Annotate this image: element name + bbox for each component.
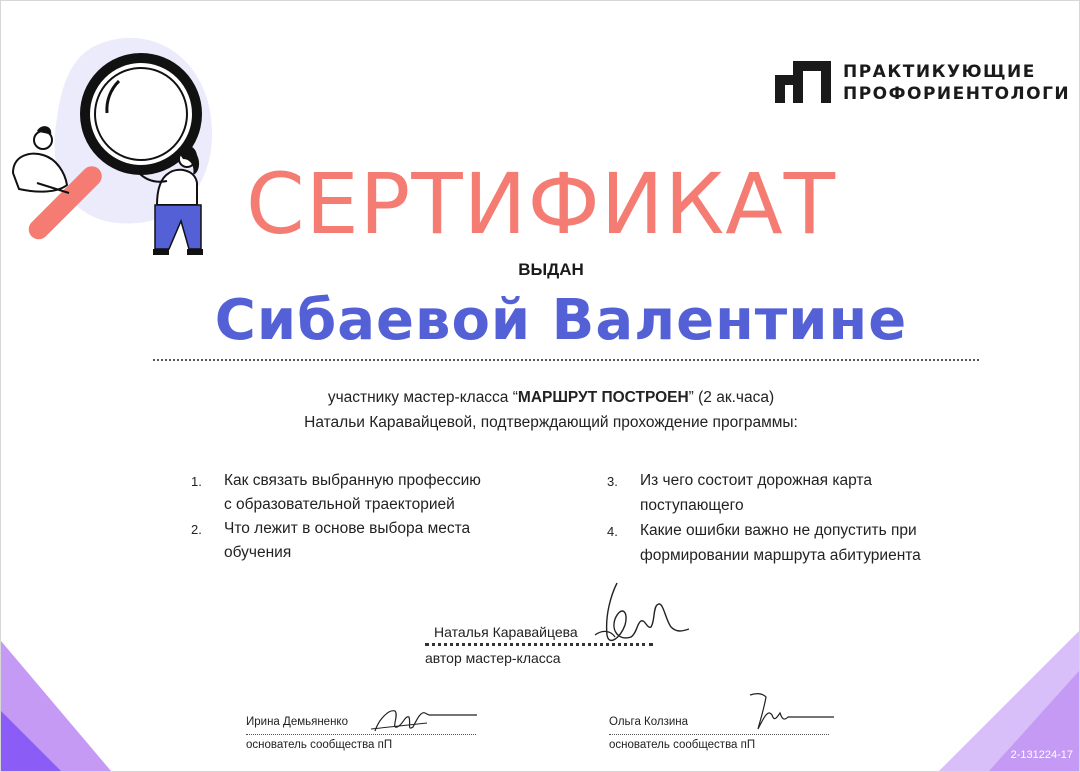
logo-line-2: ПРОФОРИЕНТОЛОГИ (843, 84, 1071, 104)
topic-line-2: поступающего (640, 497, 744, 514)
topic-number: 2. (191, 522, 202, 537)
founder1-name: Ирина Демьяненко (246, 716, 348, 728)
author-role: автор мастер-класса (425, 650, 561, 666)
topic-line-2: формировании маршрута абитуриента (640, 547, 921, 564)
description-suffix: ” (2 ак.часа) (688, 389, 775, 406)
topic-line-1: Из чего состоит дорожная карта (640, 472, 872, 489)
program-name: МАРШРУТ ПОСТРОЕН (517, 389, 689, 406)
topic-line-1: Как связать выбранную профессию (224, 472, 481, 489)
founder1-role: основатель сообщества пП (246, 739, 393, 751)
recipient-underline (153, 359, 979, 361)
corner-decoration-left (1, 641, 111, 771)
topic-line-1: Какие ошибки важно не допустить при (640, 522, 917, 539)
topic-number: 1. (191, 474, 202, 489)
description-prefix: участнику мастер-класса “ (327, 389, 518, 406)
founder2-signature (746, 689, 836, 734)
topic-line-2: с образовательной траекторией (224, 496, 455, 513)
author-signature-line (425, 643, 653, 646)
description (1, 385, 1080, 435)
founder1-signature-line (246, 734, 476, 735)
certificate-title: СЕРТИФИКАТ (245, 155, 837, 253)
topic-line-1: Что лежит в основе выбора места (224, 520, 471, 537)
topic-line-2: обучения (224, 544, 292, 561)
description-line-2: Натальи Каравайцевой, подтверждающий прохождение программы: (304, 414, 798, 431)
author-name: Наталья Каравайцева (434, 624, 578, 640)
brand-logo (775, 61, 1070, 105)
issued-label: ВЫДАН (518, 260, 584, 279)
founder2-signature-line (609, 734, 829, 735)
logo-mark-icon (775, 61, 831, 105)
logo-text (843, 61, 1070, 105)
founder1-signature (369, 701, 479, 741)
description-line-1 (1, 385, 1080, 410)
founder2-name: Ольга Колзина (609, 716, 689, 728)
topic-number: 4. (607, 524, 618, 539)
certificate-id: 2-131224-17 (1010, 749, 1073, 761)
topic-number: 3. (607, 474, 618, 489)
logo-line-1: ПРАКТИКУЮЩИЕ (843, 62, 1036, 82)
founder2-role: основатель сообщества пП (609, 739, 756, 751)
recipient-name: Сибаевой Валентине (214, 288, 908, 353)
